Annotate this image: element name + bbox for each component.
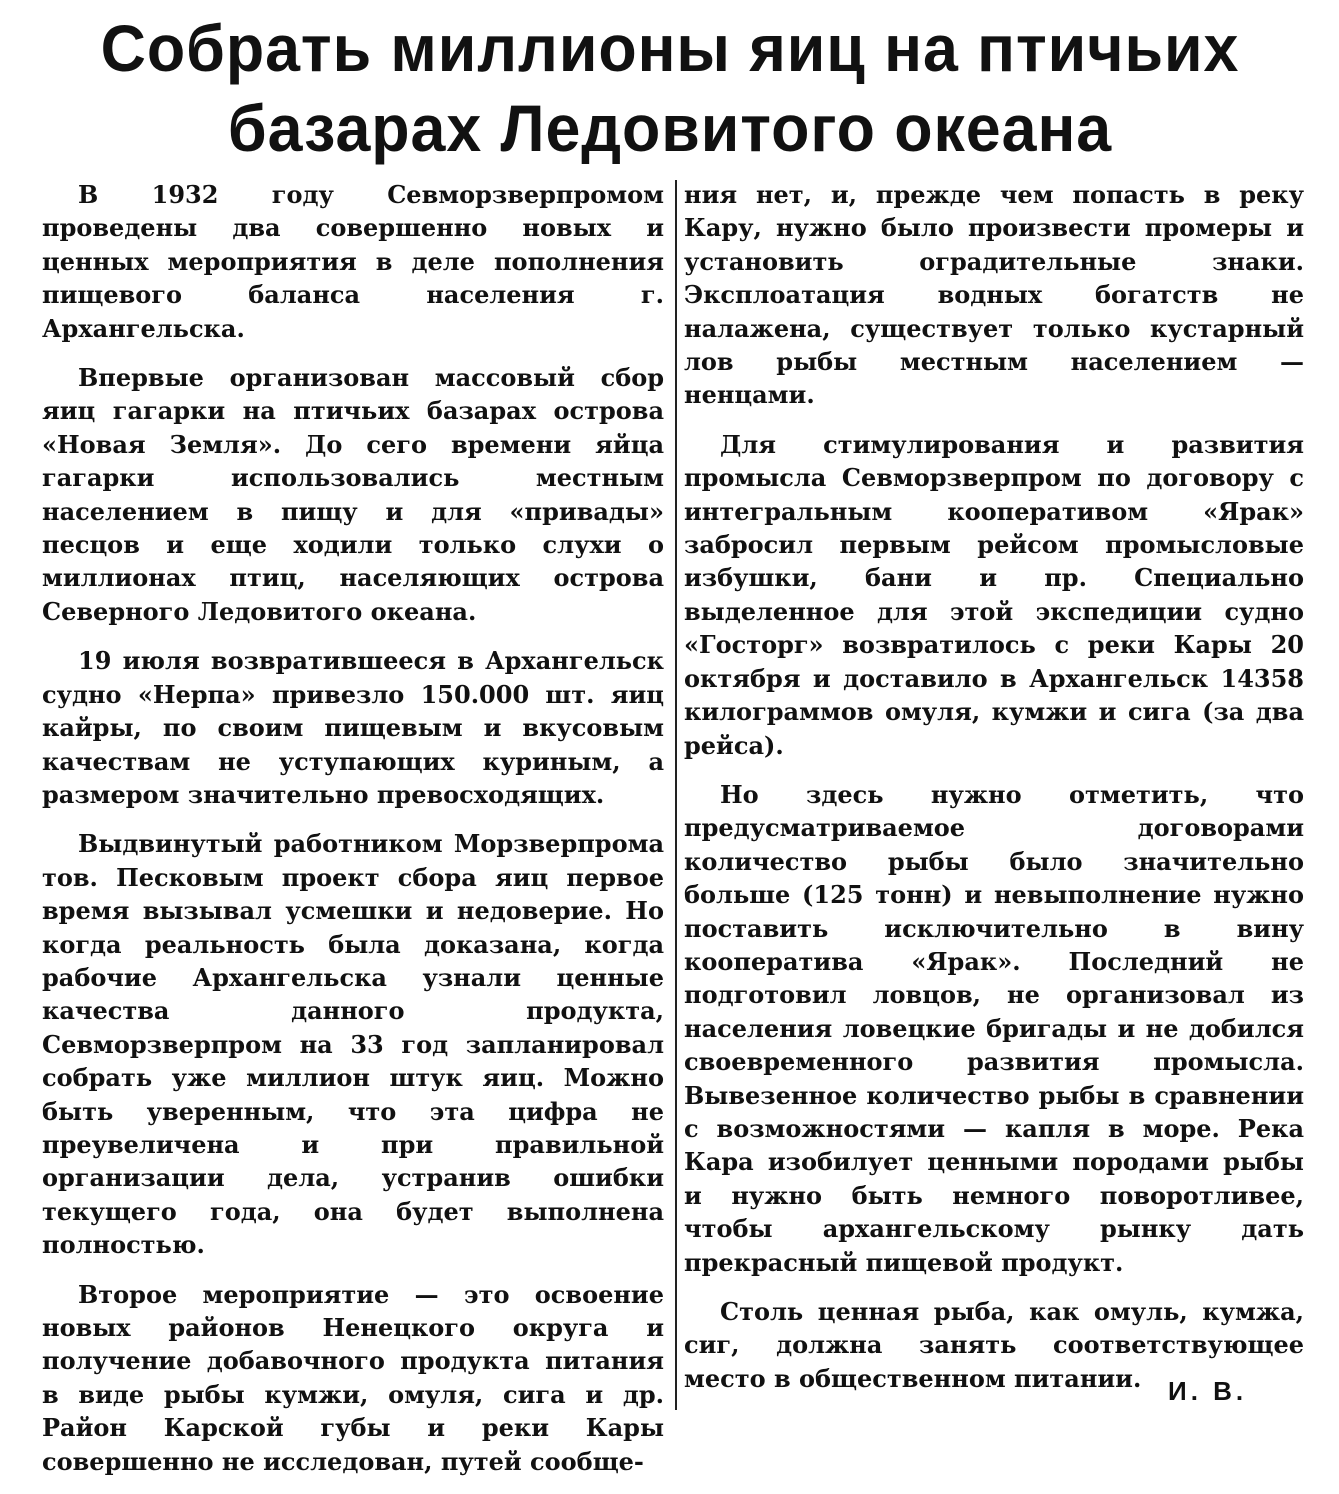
paragraph: Для стимулирования и развития промысла Севморзверпром по договору с интегральным кооперативом «Ярак» забросил первым рейсом промысловые избушки, бани и пр. Специально выделенное для этой экспедиции судно «Госторг» возвратилось с реки Кары 20 октября и доставило в Архангельск 14358 килограммов омуля, кумжи и сига (за два рейса). bbox=[684, 429, 1304, 760]
paragraph: Но здесь нужно отметить, что предусматриваемое договорами количество рыбы было значительно больше (125 тонн) и невыполнение нужно поставить исключительно в вину кооператива «Ярак». Последний не подготовил ловцов, не организовал из населения ловецкие бригады и не добился своевременного развития промысла. Вывезенное количество рыбы в сравнении с возможностями — капля в море. Река Кара изобилует ценными породами рыбы и нужно быть немного поворотливее, чтобы архангельскому рынку дать прекрасный пищевой продукт. bbox=[684, 779, 1304, 1277]
right-column bbox=[684, 178, 1304, 1411]
paragraph: В 1932 году Севморзверпромом проведены два совершенно новых и ценных мероприятия в деле пополнения пищевого баланса населения г. Архангельска. bbox=[42, 180, 664, 343]
article-headline: Собрать миллионы яиц на птичьих базарах Ледовитого океана bbox=[100, 11, 1240, 165]
paragraph: Выдвинутый работником Морзверпрома тов. Песковым проект сбора яиц первое время вызывал усмешки и недоверие. Но когда реальность была доказана, когда рабочие Архангельска узнали ценные качества данного продукта, Севморзверпром на 33 год запланировал собрать уже миллион штук яиц. Можно быть уверенным, что эта цифра не преувеличена и при правильной организации дела, устранив ошибки текущего года, она будет выполнена полностью. bbox=[42, 829, 664, 1260]
author-signature: И. В. bbox=[1168, 1376, 1248, 1406]
paragraph: Второе мероприятие — это освоение новых районов Ненецкого округа и получение добавочного продукта питания в виде рыбы кумжи, омуля, сига и др. Район Карской губы и реки Кары совершенно не исследован, путей сообще- bbox=[42, 1279, 664, 1476]
paragraph: ния нет, и, прежде чем попасть в реку Кару, нужно было произвести промеры и установить оградительные знаки. Эксплоатация водных богатств не налажена, существует только кустарный лов рыбы местным населением — ненцами. bbox=[684, 180, 1304, 410]
paragraph: Столь ценная рыба, как омуль, кумжа, сиг, должна занять соответствующее место в общественном питании. bbox=[684, 1297, 1304, 1393]
paragraph: Впервые организован массовый сбор яиц гагарки на птичьих базарах острова «Новая Земля». До сего времени яйца гагарки использовались местным населением в пищу и для «привады» песцов и еще ходили только слухи о миллионах птиц, населяющих острова Северного Ледовитого океана. bbox=[42, 363, 664, 626]
column-divider bbox=[675, 180, 677, 1410]
left-column bbox=[42, 178, 664, 1494]
paragraph: 19 июля возвратившееся в Архангельск судно «Нерпа» привезло 150.000 шт. яиц кайры, по своим пищевым и вкусовым качествам не уступающих куриным, а размером значительно превосходящих. bbox=[42, 646, 664, 809]
